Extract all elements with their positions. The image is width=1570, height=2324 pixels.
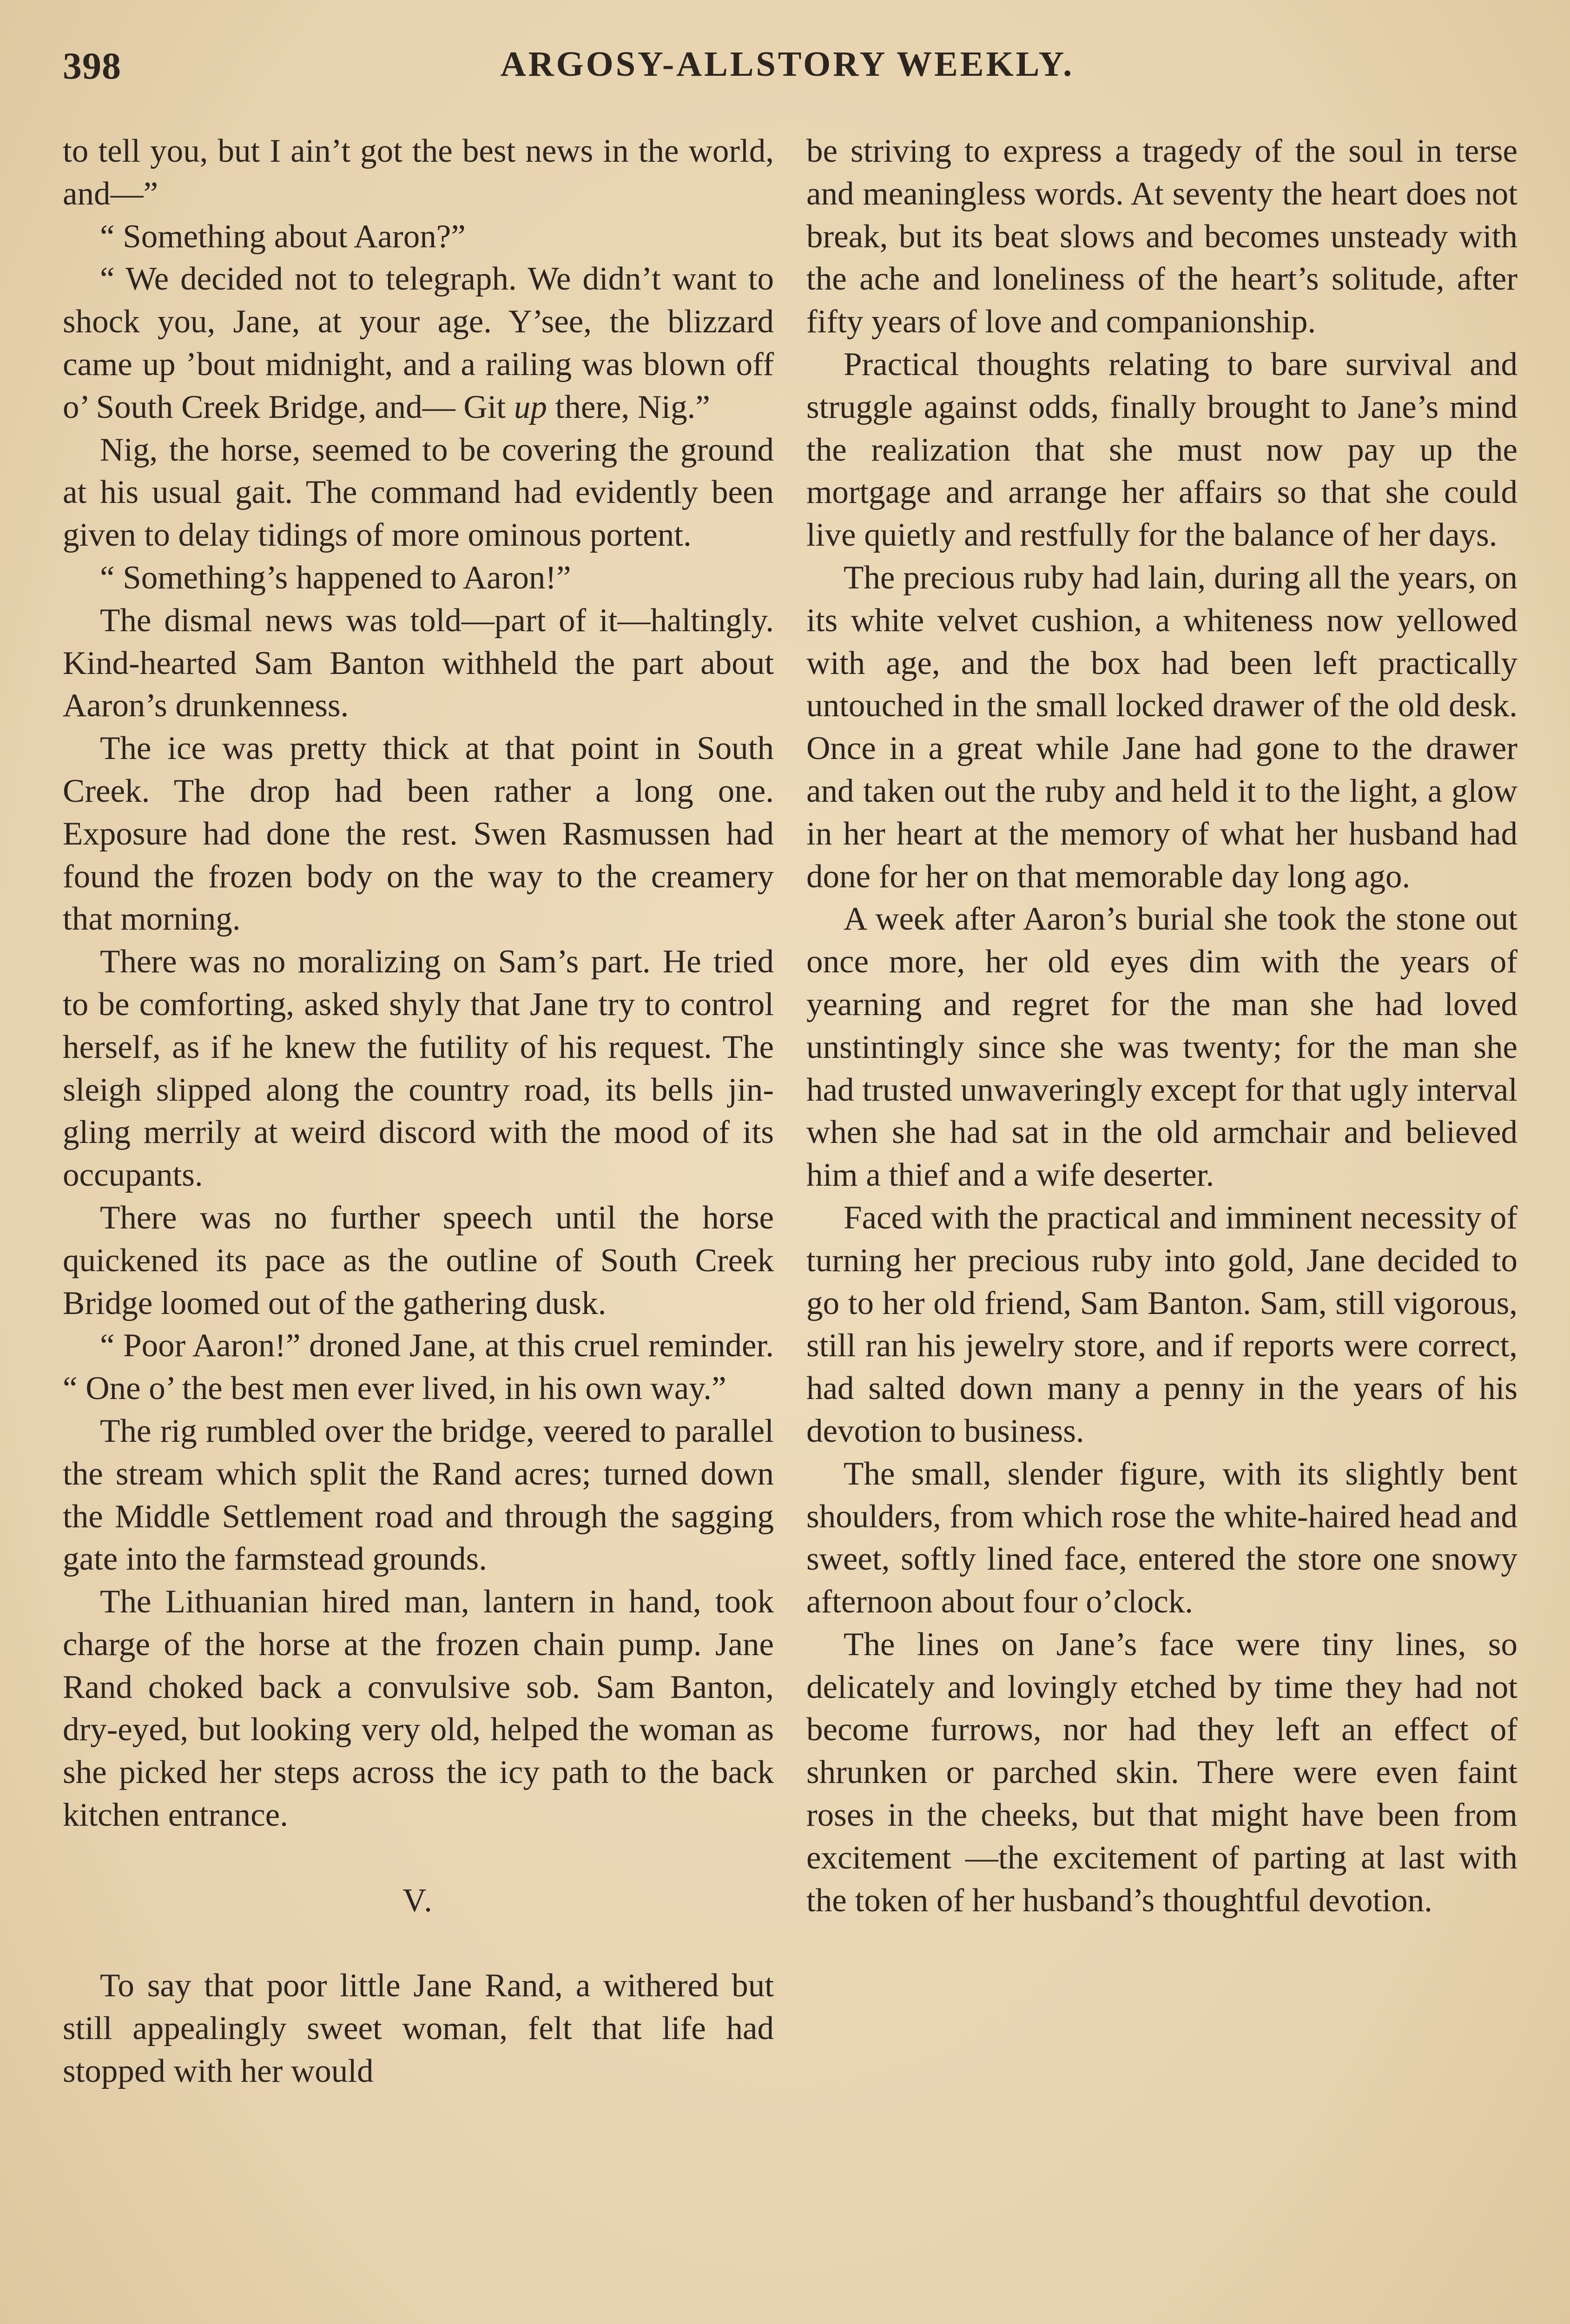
paragraph: There was no moralizing on Sam’s part. He tried to be comforting, asked shyly that Jane try to control herself, as if he knew the futility of his request. The sleigh slipped along the country road, its bells jingling merrily at weird discord with the mood of its occupants.: [63, 944, 774, 1194]
emphasis-text: up: [514, 389, 547, 425]
paragraph: There was no further speech until the horse quickened its pace as the outline of South Creek Bridge loomed out of the gathering dusk.: [63, 1199, 774, 1321]
paragraph: [63, 258, 774, 429]
paragraph-text: “ We decided not to telegraph. We didn’t want to shock you, Jane, at your age. Y’see, the blizzard came up ’bout midnight, and a railing was blown off o’ South Creek Bridge, and— Git: [63, 261, 774, 425]
paragraph: The rig rumbled over the bridge, veered to parallel the stream which split the Rand acres; turned down the Middle Settlement road and through the sagging gate into the farmstead grounds.: [63, 1413, 774, 1578]
paragraph: The precious ruby had lain, during all the years, on its white velvet cushion, a whiteness now yellowed with age, and the box had been left practically untouched in the small locked drawer of the old desk. Once in a great while Jane had gone to the drawer and taken out the ruby and held it to the light, a glow in her heart at the memory of what her husband had done for her on that memorable day long ago.: [806, 559, 1517, 895]
paragraph: The ice was pretty thick at that point in South Creek. The drop had been rather a long one. Exposure had done the rest. Swen Rasmussen had found the frozen body on the way to the creamery that morning.: [63, 730, 774, 938]
paragraph: To say that poor little Jane Rand, a withered but still appealingly sweet woman, felt that life had stopped with her would: [63, 1967, 774, 2089]
paragraph: The lines on Jane’s face were tiny lines, so delicately and lovingly etched by time they had not become furrows, nor had they left an effect of shrunken or parched skin. There were even faint roses in the cheeks, but that might have been from excitement —the excitement of parting at last with the token of her husband’s thoughtful devotion.: [806, 1626, 1517, 1919]
paragraph: Practical thoughts relating to bare survival and struggle against odds, finally brought to Jane’s mind the realization that she must now pay up the mortgage and arrange her affairs so that she could live quietly and restfully for the balance of her days.: [806, 346, 1517, 554]
paragraph: “ Poor Aaron!” droned Jane, at this cruel reminder. “ One o’ the best men ever lived, in his own way.”: [63, 1327, 774, 1407]
page-header: [63, 44, 1512, 100]
paragraph: The Lithuanian hired man, lantern in hand, took charge of the horse at the frozen chain pump. Jane Rand choked back a convulsive sob. Sam Banton, dry-eyed, but looking very old, helped the woman as she picked her steps across the icy path to the back kitchen entrance.: [63, 1584, 774, 1834]
paragraph: “ Something about Aaron?”: [100, 218, 466, 255]
paragraph: be striving to express a tragedy of the soul in terse and meaningless words. At seventy the heart does not break, but its beat slows and becomes unsteady with the ache and loneliness of the heart’s solitude, after fifty years of love and companionship.: [806, 133, 1517, 340]
paragraph: Faced with the practical and imminent necessity of turning her precious ruby into gold, Jane decided to go to her old friend, Sam Banton. Sam, still vigorous, still ran his jewelry store, and if reports were correct, had salted down many a penny in the years of his devotion to business.: [806, 1199, 1517, 1449]
right-column: [806, 130, 1517, 1922]
paragraph: A week after Aaron’s burial she took the stone out once more, her old eyes dim with the years of yearning and regret for the man she had loved unstintingly since she was twenty; for the man she had trusted unwaveringly except for that ugly interval when she had sat in the old armchair and believed him a thief and a wife deserter.: [806, 901, 1517, 1194]
page-number: 398: [63, 45, 121, 87]
paragraph-text: there, Nig.”: [547, 389, 710, 425]
paragraph: Nig, the horse, seemed to be covering the ground at his usual gait. The command had evidently been given to delay tidings of more ominous portent.: [63, 431, 774, 554]
running-head: ARGOSY-ALLSTORY WEEKLY.: [500, 45, 1075, 84]
section-heading: V.: [402, 1882, 434, 1919]
left-column: [63, 130, 774, 2093]
paragraph: The dismal news was told—part of it—haltingly. Kind-hearted Sam Banton withheld the part about Aaron’s drunkenness.: [63, 602, 774, 724]
paragraph: The small, slender figure, with its slightly bent shoulders, from which rose the white-haired head and sweet, softly lined face, entered the store one snowy afternoon about four o’clock.: [806, 1455, 1517, 1620]
paragraph: “ Something’s happened to Aaron!”: [100, 559, 571, 596]
paragraph: to tell you, but I ain’t got the best news in the world, and—”: [63, 133, 774, 212]
